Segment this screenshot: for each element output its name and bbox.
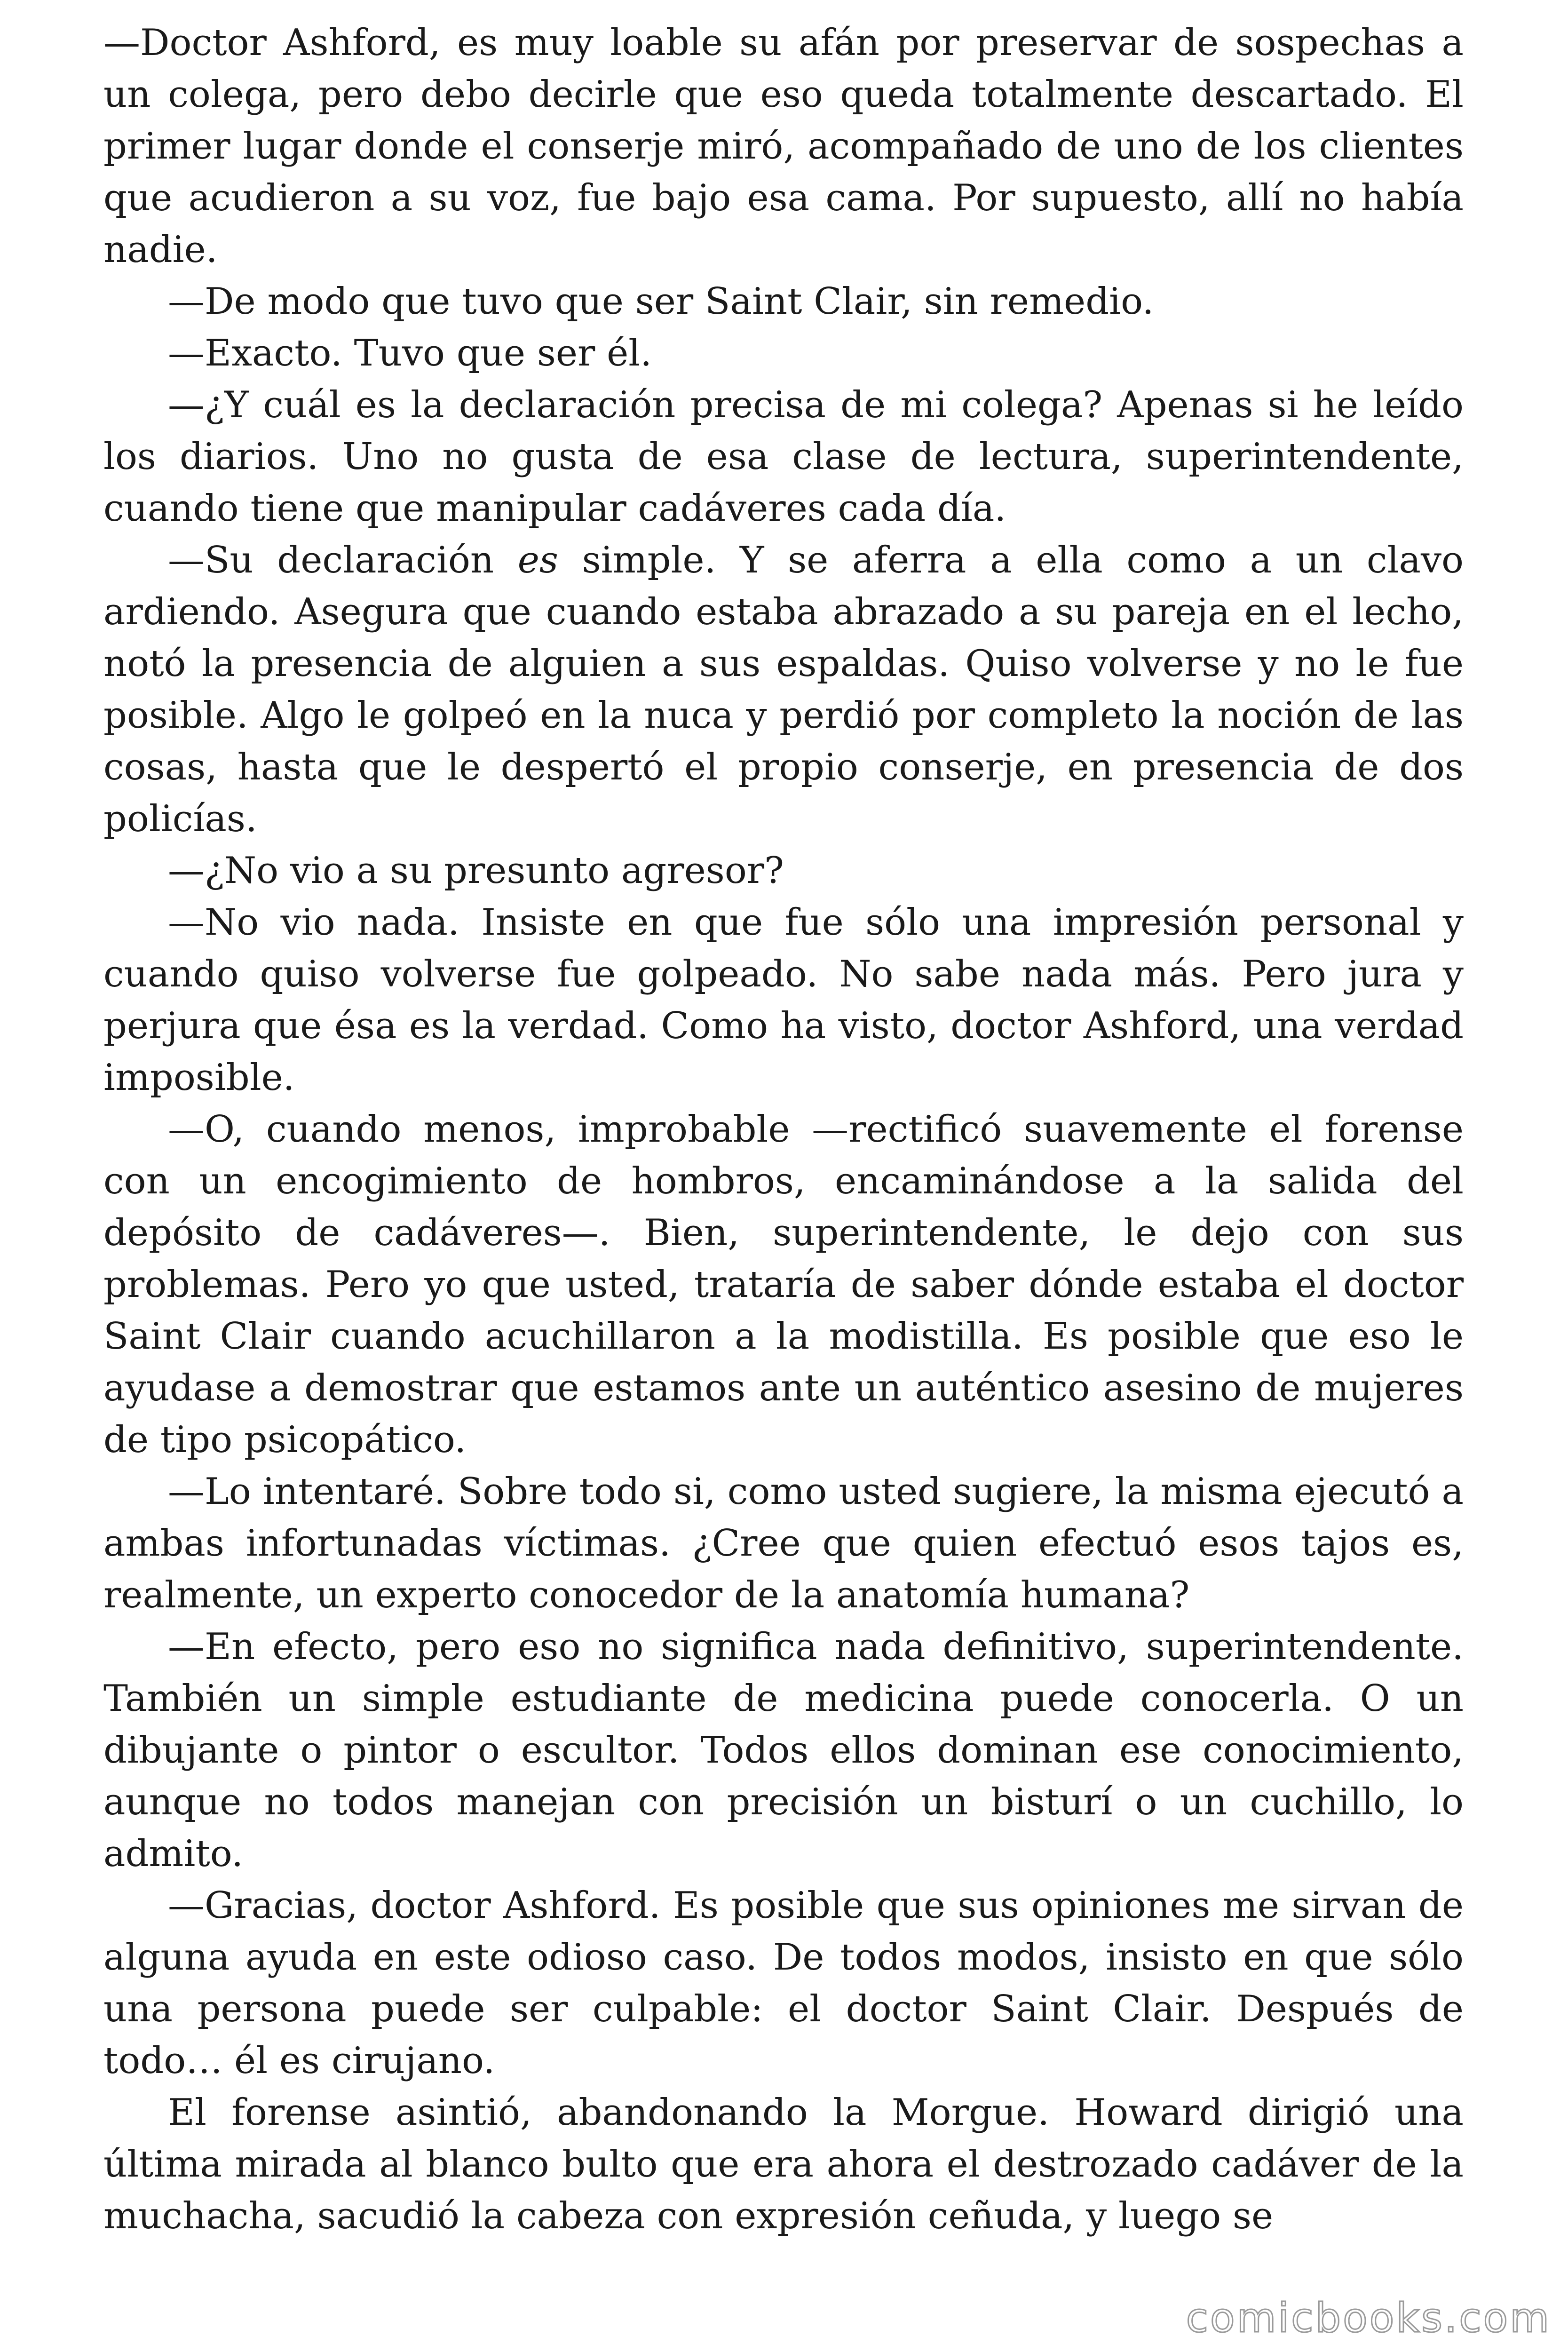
- watermark-logo: comicbooks.com: [1186, 2295, 1551, 2342]
- paragraph: —Lo intentaré. Sobre todo si, como usted sugiere, la misma ejecutó a ambas infortunadas víctimas. ¿Cree que quien efectuó esos tajos es, realmente, un experto conocedor de la anatomía humana?: [103, 1470, 1464, 1616]
- paragraph: —Gracias, doctor Ashford. Es posible que sus opiniones me sirvan de alguna ayuda en este odioso caso. De todos modos, insisto en que sólo una persona puede ser culpable: el doctor Saint Clair. Después de todo… él es cirujano.: [103, 1884, 1464, 2082]
- paragraph: —¿Y cuál es la declaración precisa de mi colega? Apenas si he leído los diarios. Uno no gusta de esa clase de lectura, superintendente, cuando tiene que manipular cadáveres cada día.: [103, 384, 1464, 530]
- paragraph: El forense asintió, abandonando la Morgue. Howard dirigió una última mirada al blanco bulto que era ahora el destrozado cadáver de la muchacha, sacudió la cabeza con expresión ceñuda, y luego se: [103, 2091, 1464, 2237]
- paragraph: [103, 534, 1464, 845]
- paragraph-text-after: simple. Y se aferra a ella como a un clavo ardiendo. Asegura que cuando estaba abrazado a su pareja en el lecho, notó la presencia de alguien a sus espaldas. Quiso volverse y no le fue posible. Algo le golpeó en la nuca y perdió por completo la noción de las cosas, hasta que le despertó el propio conserje, en presencia de dos policías.: [103, 539, 1464, 840]
- paragraph: —En efecto, pero eso no significa nada definitivo, superintendente. También un simple estudiante de medicina puede conocerla. O un dibujante o pintor o escultor. Todos ellos dominan ese conocimiento, aunque no todos manejan con precisión un bisturí o un cuchillo, lo admito.: [103, 1626, 1464, 1875]
- book-page-text: [103, 17, 1464, 2242]
- paragraph: —Doctor Ashford, es muy loable su afán por preservar de sospechas a un colega, pero debo decirle que eso queda totalmente descartado. El primer lugar donde el conserje miró, acompañado de uno de los clientes que acudieron a su voz, fue bajo esa cama. Por supuesto, allí no había nadie.: [103, 22, 1464, 271]
- paragraph: —¿No vio a su presunto agresor?: [168, 850, 784, 892]
- paragraph: —De modo que tuvo que ser Saint Clair, sin remedio.: [168, 280, 1154, 323]
- paragraph-text-before: —Su declaración: [168, 539, 518, 581]
- emphasized-word: es: [517, 539, 558, 581]
- paragraph: —O, cuando menos, improbable —rectificó suavemente el forense con un encogimiento de hombros, encaminándose a la salida del depósito de cadáveres—. Bien, superintendente, le dejo con sus problemas. Pero yo que usted, trataría de saber dónde estaba el doctor Saint Clair cuando acuchillaron a la modistilla. Es posible que eso le ayudase a demostrar que estamos ante un auténtico asesino de mujeres de tipo psicopático.: [103, 1108, 1464, 1461]
- paragraph: —Exacto. Tuvo que ser él.: [168, 332, 652, 374]
- paragraph: —No vio nada. Insiste en que fue sólo una impresión personal y cuando quiso volverse fue golpeado. No sabe nada más. Pero jura y perjura que ésa es la verdad. Como ha visto, doctor Ashford, una verdad imposible.: [103, 901, 1464, 1099]
